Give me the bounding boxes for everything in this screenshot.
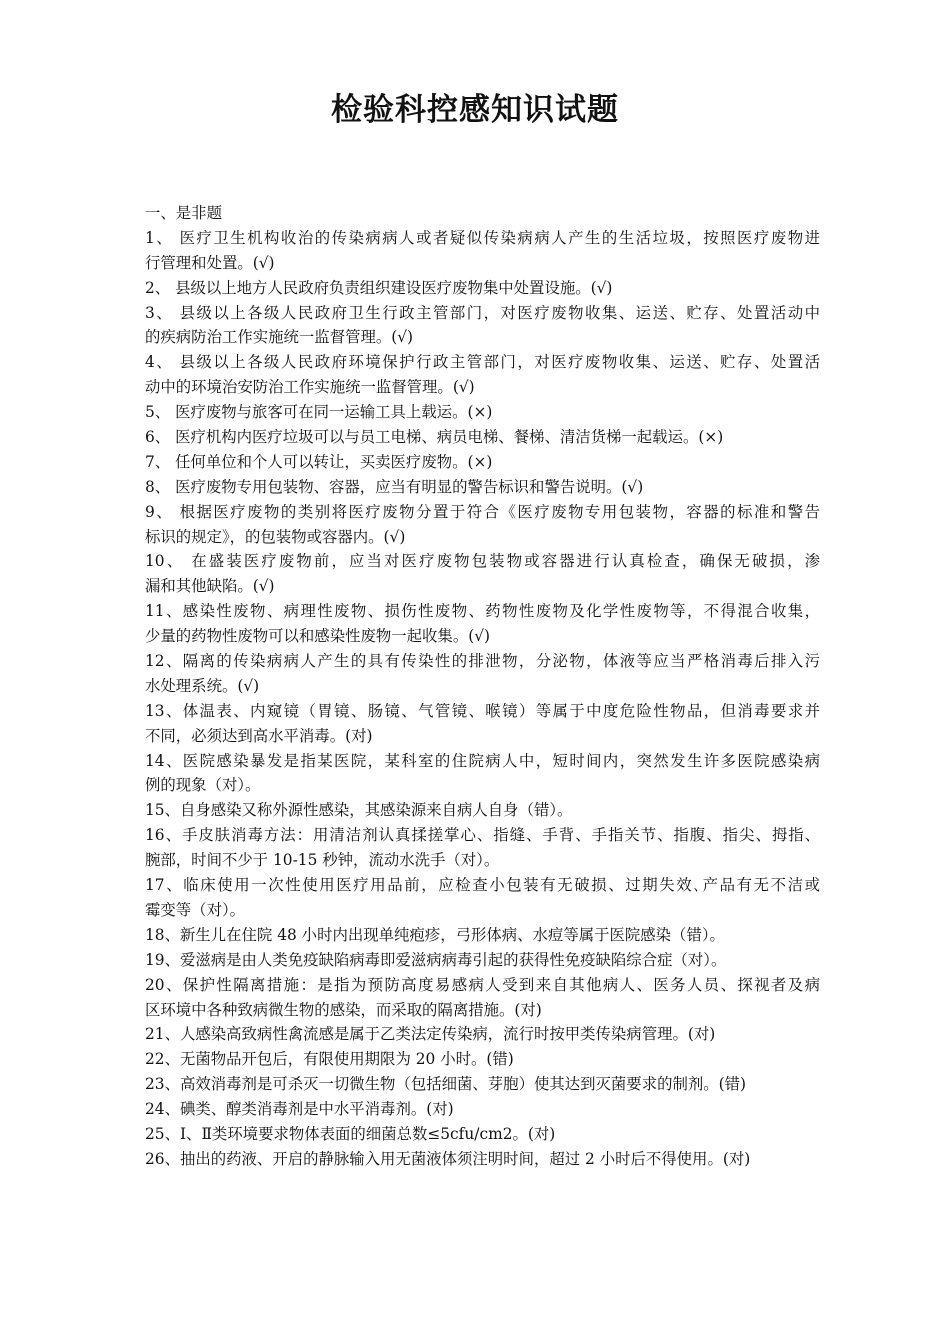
text-line: 2、 县级以上地方人民政府负责组织建设医疗废物集中处置设施。(√)	[145, 278, 613, 297]
text-line: 24、碘类、醇类消毒剂是中水平消毒剂。(对)	[145, 1100, 454, 1119]
text-line: 1、 医疗卫生机构收治的传染病病人或者疑似传染病病人产生的生活垃圾，按照医疗废物进	[145, 228, 820, 247]
text-line: 6、 医疗机构内医疗垃圾可以与员工电梯、病员电梯、餐梯、清洁货梯一起载运。(×)	[145, 428, 724, 447]
text-line: 不同，必须达到高水平消毒。(对)	[145, 726, 373, 745]
text-line: 8、 医疗废物专用包装物、容器，应当有明显的警告标识和警告说明。(√)	[145, 477, 644, 496]
text-line: 例的现象（对）。	[145, 776, 261, 795]
text-line: 漏和其他缺陷。(√)	[145, 577, 275, 596]
document-title: 检验科控感知识试题	[331, 92, 619, 128]
text-line: 5、 医疗废物与旅客可在同一运输工具上载运。(×)	[145, 403, 493, 422]
text-line: 的疾病防治工作实施统一监督管理。(√)	[145, 328, 414, 347]
text-line: 14、医院感染暴发是指某医院，某科室的住院病人中，短时间内，突然发生许多医院感染病	[145, 751, 820, 770]
text-line: 少量的药物性废物可以和感染性废物一起收集。(√)	[145, 627, 491, 646]
text-line: 16、手皮肤消毒方法：用清洁剂认真揉搓掌心、指缝、手背、手指关节、指腹、指尖、拇指、	[145, 826, 820, 845]
text-line: 10、 在盛装医疗废物前，应当对医疗废物包装物或容器进行认真检查，确保无破损，渗	[145, 552, 820, 571]
text-line: 11、感染性废物、病理性废物、损伤性废物、药物性废物及化学性废物等，不得混合收集，	[145, 602, 820, 621]
text-line: 18、新生儿在住院 48 小时内出现单纯疱疹，弓形体病、水痘等属于医院感染（错）。	[145, 925, 725, 944]
text-line: 22、无菌物品开包后，有限使用期限为 20 小时。(错)	[145, 1050, 514, 1069]
text-line: 霉变等（对）。	[145, 900, 246, 919]
section-heading: 一、是非题	[145, 204, 222, 222]
text-line: 19、爱滋病是由人类免疫缺陷病毒即爱滋病病毒引起的获得性免疫缺陷综合症（对）。	[145, 950, 727, 969]
text-line: 动中的环境治安防治工作实施统一监督管理。(√)	[145, 378, 475, 397]
question-list	[145, 201, 820, 1172]
text-line: 13、体温表、内窥镜（胃镜、肠镜、气管镜、喉镜）等属于中度危险性物品，但消毒要求并	[145, 701, 820, 720]
text-line: 行管理和处置。(√)	[145, 253, 275, 272]
text-line: 17、临床使用一次性使用医疗用品前，应检查小包装有无破损、过期失效､产品有无不洁或	[145, 876, 820, 895]
text-line: 9、 根据医疗废物的类别将医疗废物分置于符合《医疗废物专用包装物，容器的标准和警告	[145, 502, 820, 521]
text-line: 15、自身感染又称外源性感染，其感染源来自病人自身（错）。	[145, 801, 573, 820]
text-line: 4、 县级以上各级人民政府环境保护行政主管部门，对医疗废物收集、运送、贮存、处置活	[145, 353, 820, 372]
text-line: 20、保护性隔离措施：是指为预防高度易感病人受到来自其他病人、医务人员、探视者及病	[145, 975, 820, 994]
text-line: 标识的规定》，的包装物或容器内。(√)	[145, 527, 406, 546]
text-line: 23、高效消毒剂是可杀灭一切微生物（包括细菌、芽胞）使其达到灭菌要求的制剂。(错)	[145, 1075, 747, 1094]
text-line: 25、Ⅰ、Ⅱ类环境要求物体表面的细菌总数≤5cfu/cm2。(对)	[145, 1124, 556, 1143]
text-line: 26、抽出的药液、开启的静脉输入用无菌液体须注明时间，超过 2 小时后不得使用。(对)	[145, 1149, 751, 1168]
text-line: 3、 县级以上各级人民政府卫生行政主管部门，对医疗废物收集、运送、贮存、处置活动中	[145, 303, 820, 322]
text-line: 12、隔离的传染病病人产生的具有传染性的排泄物，分泌物，体液等应当严格消毒后排入污	[145, 652, 820, 671]
text-line: 21、人感染高致病性禽流感是属于乙类法定传染病，流行时按甲类传染病管理。(对)	[145, 1025, 716, 1044]
text-line: 区环境中各种致病微生物的感染，而采取的隔离措施。(对)	[145, 1000, 542, 1019]
text-line: 7、 任何单位和个人可以转让，买卖医疗废物。(×)	[145, 452, 493, 471]
text-line: 腕部，时间不少于 10-15 秒钟，流动水洗手（对）。	[145, 851, 500, 870]
text-line: 水处理系统。(√)	[145, 676, 260, 695]
